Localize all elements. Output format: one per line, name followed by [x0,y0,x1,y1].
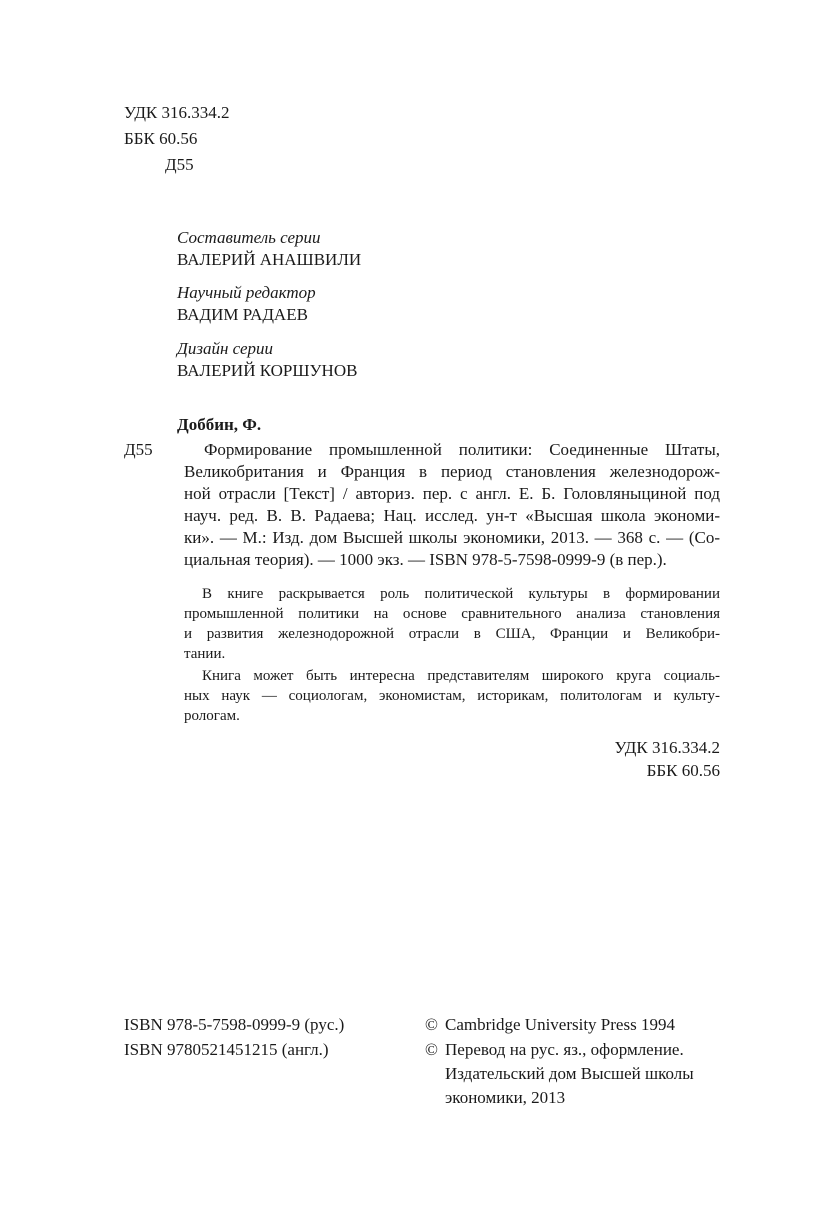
annotation-line: ных наук — социологам, экономистам, историкам, политологам и культу- [184,688,720,704]
record-author: Доббин, Ф. [177,415,262,434]
record-line: науч. ред. В. В. Радаева; Нац. исслед. ун-т «Высшая школа экономи- [184,506,720,525]
copyright-translation-line: Издательский дом Высшей школы [445,1064,694,1083]
copyright-translation-line: экономики, 2013 [445,1088,566,1107]
copyright-translation-line: Перевод на рус. яз., оформление. [445,1040,684,1059]
record-line: ки». — М.: Изд. дом Высшей школы экономики, 2013. — 368 с. — (Со- [184,528,720,547]
record-author-sign: Д55 [124,440,153,459]
isbn-rus: ISBN 978-5-7598-0999-9 (рус.) [124,1015,345,1034]
record-line: ной отрасли [Текст] / авториз. пер. с англ. Е. Б. Головляныциной под [184,484,720,503]
annotation-line: промышленной политики на основе сравнительного анализа становления [184,606,720,622]
annotation-line: тании. [184,646,226,662]
bbk-code-bottom: ББК 60.56 [646,761,720,780]
credit-role-series-compiler: Составитель серии [177,228,321,247]
copyright-cambridge: Cambridge University Press 1994 [445,1015,675,1034]
record-line: Формирование промышленной политики: Соединенные Штаты, [204,440,720,459]
annotation-line: В книге раскрывается роль политической культуры в формировании [202,586,720,602]
credit-name-series-design: ВАЛЕРИЙ КОРШУНОВ [177,361,358,380]
credit-name-scientific-editor: ВАДИМ РАДАЕВ [177,305,308,324]
annotation-line: и развития железнодорожной отрасли в США, Франции и Великобри- [184,626,720,642]
annotation [184,586,720,726]
isbn-eng: ISBN 9780521451215 (англ.) [124,1040,329,1059]
credit-role-series-design: Дизайн серии [177,339,273,358]
udk-code-bottom: УДК 316.334.2 [614,738,720,757]
record-line: циальная теория). — 1000 экз. — ISBN 978-5-7598-0999-9 (в пер.). [184,550,667,569]
credit-role-scientific-editor: Научный редактор [177,283,316,302]
author-sign-top: Д55 [165,155,194,174]
copyright-symbol: © [425,1015,438,1034]
bbk-code-top: ББК 60.56 [124,129,198,148]
annotation-line: Книга может быть интересна представителям широкого круга социаль- [202,668,720,684]
classification-bottom [520,738,720,784]
udk-code-top: УДК 316.334.2 [124,103,230,122]
credit-name-series-compiler: ВАЛЕРИЙ АНАШВИЛИ [177,250,362,269]
record-line: Великобритания и Франция в период становления железнодорож- [184,462,720,481]
annotation-line: рологам. [184,708,240,724]
copyright-symbol: © [425,1040,438,1059]
record-description [184,440,720,572]
